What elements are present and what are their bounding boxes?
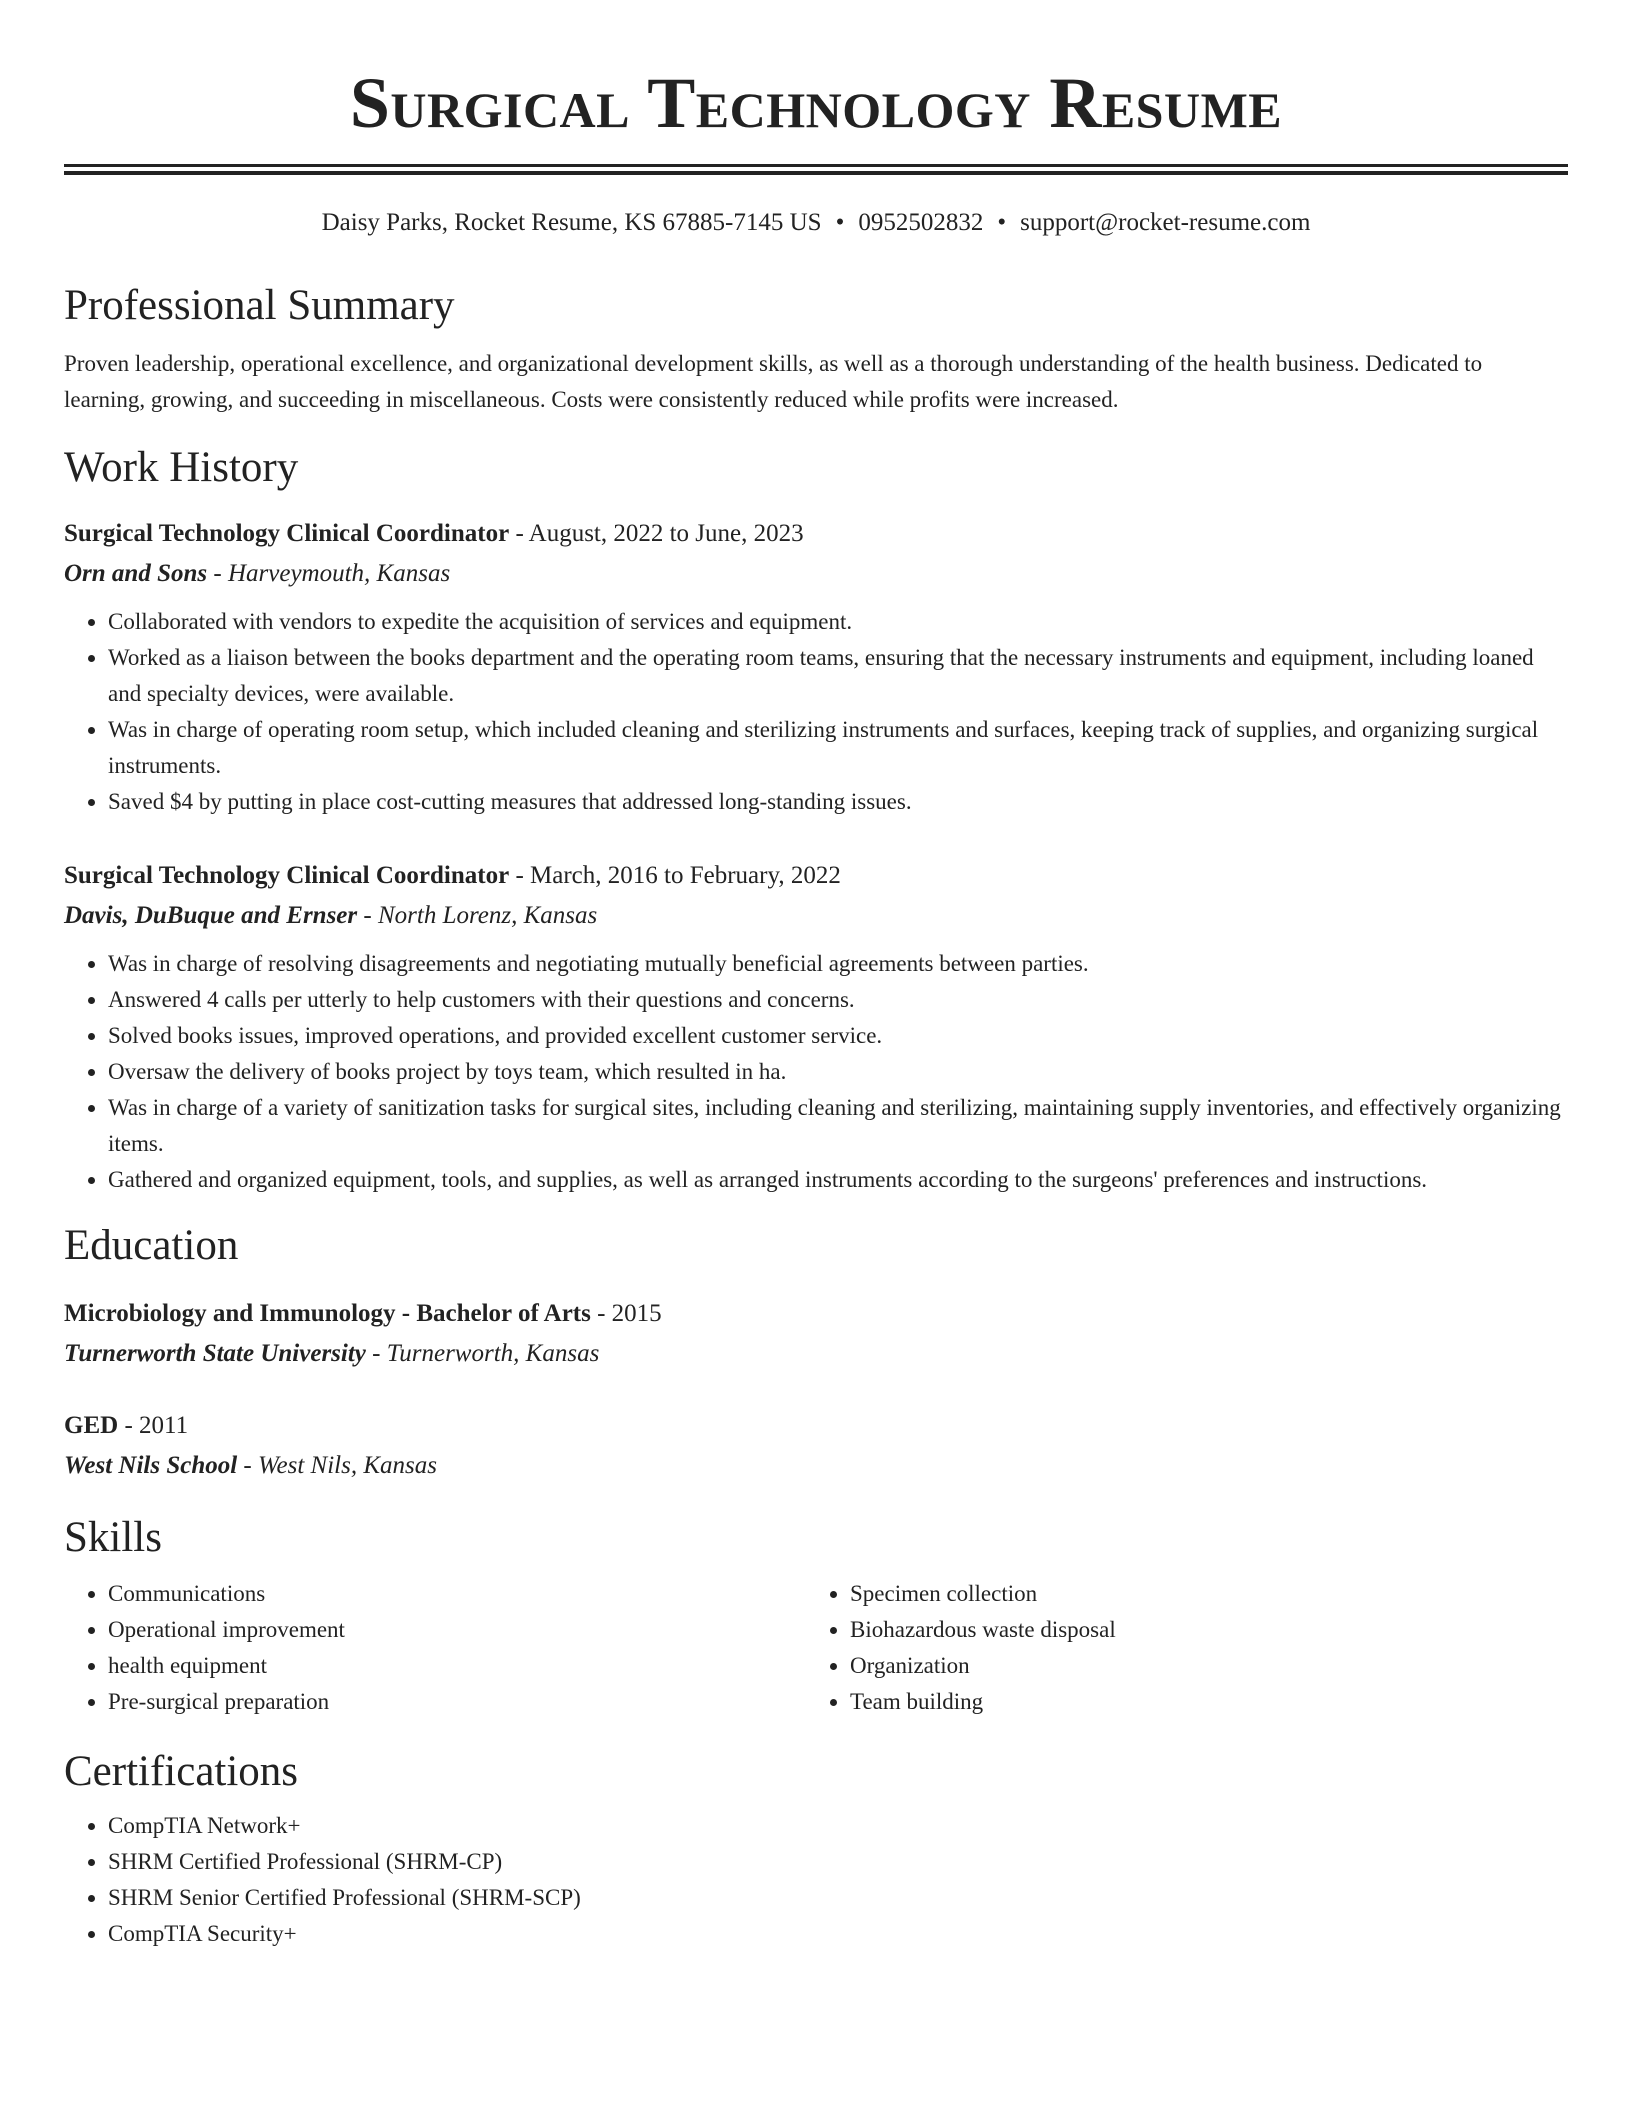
section-heading-skills: Skills xyxy=(64,1514,162,1561)
job-title-line xyxy=(64,514,1568,554)
list-item: • Gathered and organized equipment, tools, and supplies, as well as arranged instruments according to the surgeons' preferences and instructions. xyxy=(108,1162,1568,1198)
job-title-line xyxy=(64,856,1568,896)
list-item: • Collaborated with vendors to expedite the acquisition of services and equipment. xyxy=(108,604,1568,640)
list-item: • Saved $4 by putting in place cost-cutting measures that addressed long-standing issues. xyxy=(108,784,1568,820)
education-entry xyxy=(64,1294,1568,1374)
list-item: • SHRM Certified Professional (SHRM-CP) xyxy=(108,1844,1568,1880)
education-degree: Microbiology and Immunology - Bachelor of Arts xyxy=(64,1300,591,1327)
skills-column-left xyxy=(64,1576,806,1720)
resume-title: Surgical Technology Resume xyxy=(349,63,1283,143)
summary-text: Proven leadership, operational excellence, and organizational development skills, as well as a thorough understanding of the health business. Dedicated to learning, growing, and succeeding in miscellaneous. Costs were consistently reduced while profits were increased. xyxy=(64,351,1483,412)
job-company: Orn and Sons xyxy=(64,560,208,587)
list-item: • Oversaw the delivery of books project by toys team, which resulted in ha. xyxy=(108,1054,1568,1090)
contact-email: support@rocket-resume.com xyxy=(1020,209,1311,236)
contact-separator: • xyxy=(835,209,845,236)
job-entry xyxy=(64,514,1568,820)
list-item: • Operational improvement xyxy=(108,1612,806,1648)
education-year: - 2015 xyxy=(590,1300,662,1327)
skills-grid xyxy=(64,1576,1568,1720)
job-dates: - August, 2022 to June, 2023 xyxy=(509,520,804,547)
job-bullets xyxy=(64,946,1568,1198)
section-heading-education: Education xyxy=(64,1222,239,1269)
list-item: • Organization xyxy=(850,1648,1548,1684)
section-heading-summary: Professional Summary xyxy=(64,282,455,329)
list-item: • Worked as a liaison between the books department and the operating room teams, ensuring that the necessary instruments and equipment, including loaned and specialty devices, were available. xyxy=(108,640,1568,712)
list-item: • Was in charge of resolving disagreements and negotiating mutually beneficial agreements between parties. xyxy=(108,946,1568,982)
list-item: • CompTIA Network+ xyxy=(108,1808,1568,1844)
contact-separator: • xyxy=(997,209,1007,236)
education-degree-line xyxy=(64,1294,1568,1334)
education-school: West Nils School xyxy=(64,1452,238,1479)
contact-phone: 0952502832 xyxy=(858,209,984,236)
list-item: • CompTIA Security+ xyxy=(108,1916,1568,1952)
list-item: • Biohazardous waste disposal xyxy=(850,1612,1548,1648)
list-item: • Solved books issues, improved operations, and provided excellent customer service. xyxy=(108,1018,1568,1054)
education-school-line xyxy=(64,1334,1568,1374)
job-bullets xyxy=(64,604,1568,820)
education-location: - West Nils, Kansas xyxy=(237,1452,437,1479)
section-heading-work-history: Work History xyxy=(64,444,299,491)
education-degree: GED xyxy=(64,1412,119,1439)
education-year: - 2011 xyxy=(118,1412,189,1439)
skills-column-right xyxy=(806,1576,1548,1720)
job-company: Davis, DuBuque and Ernser xyxy=(64,902,358,929)
list-item: • Was in charge of a variety of sanitization tasks for surgical sites, including cleaning and sterilizing, maintaining supply inventories, and effectively organizing items. xyxy=(108,1090,1568,1162)
list-item: • health equipment xyxy=(108,1648,806,1684)
list-item: • Pre-surgical preparation xyxy=(108,1684,806,1720)
education-degree-line xyxy=(64,1406,1568,1446)
list-item: • Was in charge of operating room setup, which included cleaning and sterilizing instruments and surfaces, keeping track of supplies, and organizing surgical instruments. xyxy=(108,712,1568,784)
education-location: - Turnerworth, Kansas xyxy=(365,1340,600,1367)
job-entry xyxy=(64,856,1568,1198)
job-company-line xyxy=(64,554,1568,594)
job-dates: - March, 2016 to February, 2022 xyxy=(509,862,841,889)
list-item: • Specimen collection xyxy=(850,1576,1548,1612)
job-company-line xyxy=(64,896,1568,936)
education-school: Turnerworth State University xyxy=(64,1340,366,1367)
certifications-list xyxy=(64,1808,1568,1952)
title-double-rule xyxy=(64,164,1568,175)
contact-address: Daisy Parks, Rocket Resume, KS 67885-7145 US xyxy=(321,209,822,236)
list-item: • SHRM Senior Certified Professional (SHRM-SCP) xyxy=(108,1880,1568,1916)
job-title: Surgical Technology Clinical Coordinator xyxy=(64,520,510,547)
list-item: • Team building xyxy=(850,1684,1548,1720)
job-location: - Harveymouth, Kansas xyxy=(207,560,451,587)
section-heading-certifications: Certifications xyxy=(64,1748,299,1795)
list-item: • Answered 4 calls per utterly to help customers with their questions and concerns. xyxy=(108,982,1568,1018)
job-title: Surgical Technology Clinical Coordinator xyxy=(64,862,510,889)
contact-line xyxy=(64,208,1568,238)
list-item: • Communications xyxy=(108,1576,806,1612)
job-location: - North Lorenz, Kansas xyxy=(357,902,598,929)
education-entry xyxy=(64,1406,1568,1486)
education-school-line xyxy=(64,1446,1568,1486)
